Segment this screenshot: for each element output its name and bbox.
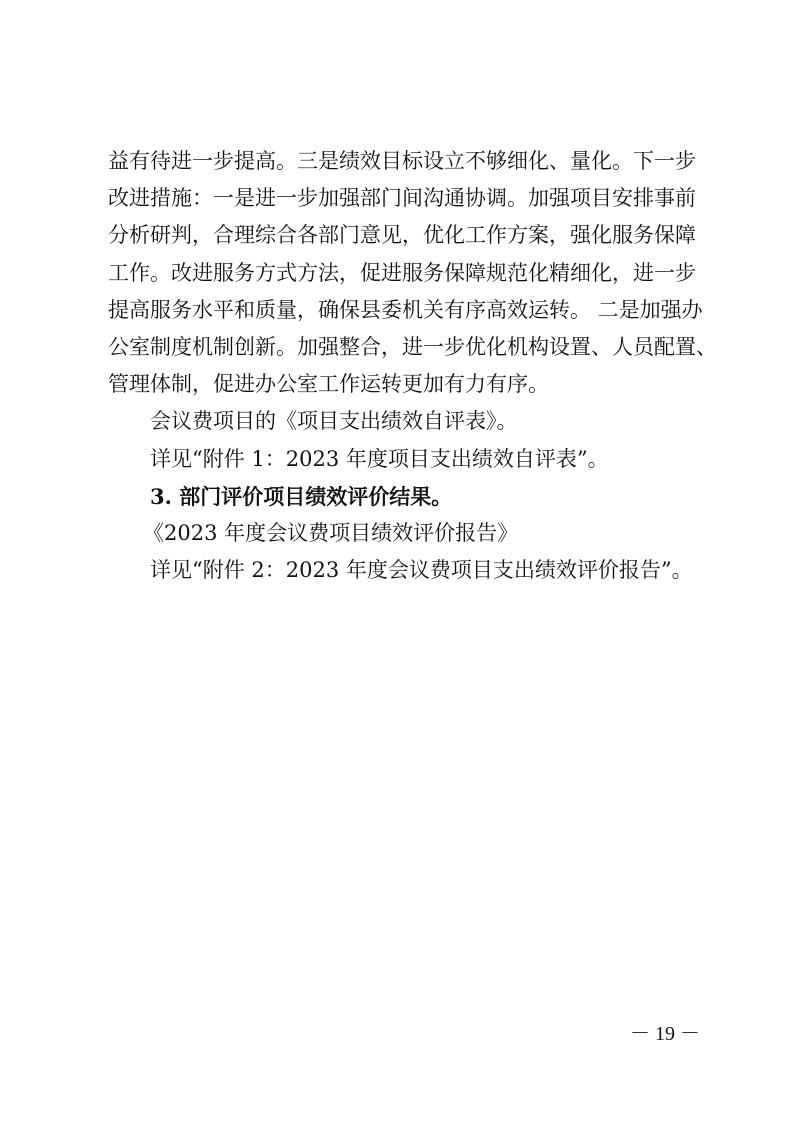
text-line: 会议费项目的《项目支出绩效自评表》。 [150,409,518,434]
text-line: 提高服务水平和质量，确保县委机关有序高效运转。 二是加强办 [108,297,703,322]
document-body [108,143,717,589]
text-line: 分析研判，合理综合各部门意见，优化工作方案，强化服务保障 [108,223,696,248]
page-number: － 19 － [630,1023,700,1045]
text-line: 管理体制，促进办公室工作运转更加有力有序。 [108,372,549,397]
paragraph-report-title [108,515,688,552]
text-line: 详见“附件 1：2023 年度项目支出绩效自评表”。 [150,446,609,471]
paragraph-improvement-measures [108,143,717,403]
paragraph-attachment-1 [108,441,688,478]
text-line: 详见“附件 2：2023 年度会议费项目支出绩效评价报告”。 [150,558,693,583]
text-line: 工作。改进服务方式方法，促进服务保障规范化精细化，进一步 [108,260,696,285]
text-line: 公室制度机制创新。加强整合，进一步优化机构设置、人员配置、 [108,334,717,359]
text-line: 改进措施：一是进一步加强部门间沟通协调。加强项目安排事前 [108,186,696,211]
text-line: 《2023 年度会议费项目绩效评价报告》 [143,520,519,545]
heading-text: 3. 部门评价项目绩效评价结果。 [150,483,453,509]
paragraph-attachment-2 [108,552,693,589]
section-heading-3 [108,478,688,515]
text-line: 益有待进一步提高。三是绩效目标设立不够细化、量化。下一步 [108,149,696,173]
paragraph-self-evaluation-form [108,403,688,440]
